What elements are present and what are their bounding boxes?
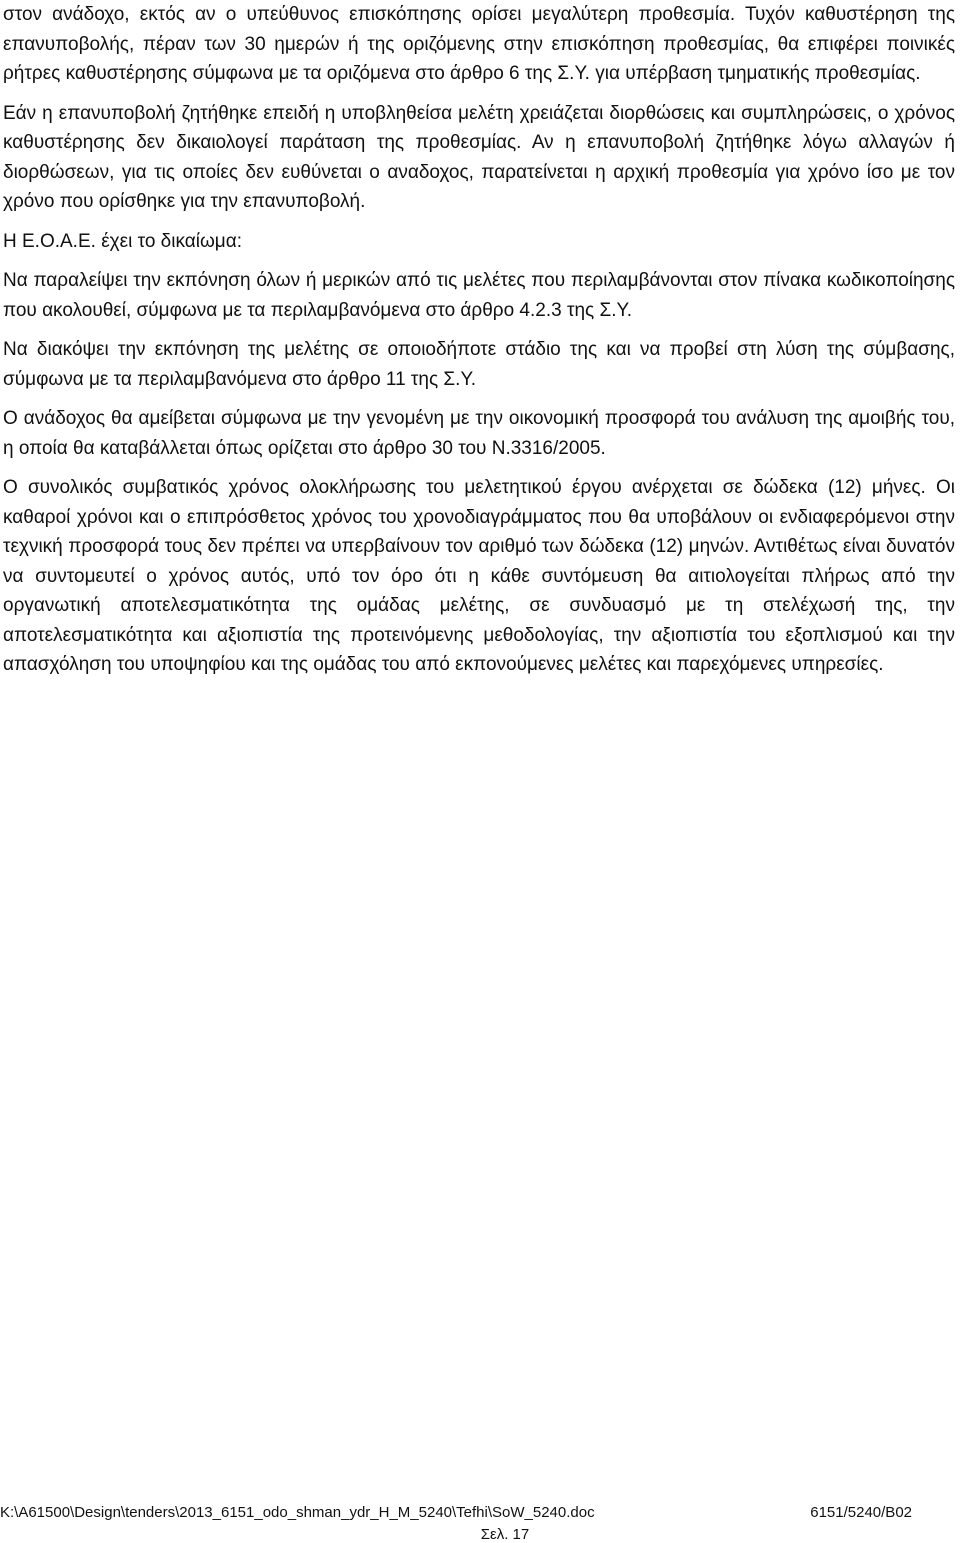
footer-document-ref: 6151/5240/B02 xyxy=(810,1504,912,1521)
document-body xyxy=(3,0,955,690)
paragraph-rights-heading: Η Ε.Ο.Α.Ε. έχει το δικαίωμα: xyxy=(3,230,243,252)
footer-page-number: Σελ. 17 xyxy=(480,1526,530,1543)
footer-file-path: K:\A61500\Design\tenders\2013_6151_odo_shman_ydr_H_M_5240\Tefhi\SoW_5240.doc xyxy=(0,1504,595,1521)
paragraph-remuneration: Ο ανάδοχος θα αμείβεται σύμφωνα με την γενομένη με την οικονομική προσφορά του ανάλυση της αμοιβής του, η οποία θα καταβάλλεται όπως ορίζεται στο άρθρο 30 του Ν.3316/2005. xyxy=(3,408,955,459)
paragraph-total-duration: Ο συνολικός συμβατικός χρόνος ολοκλήρωσης του μελετητικού έργου ανέρχεται σε δώδεκα (12) μήνες. Οι καθαροί χρόνοι και ο επιπρόσθετος χρόνος του χρονοδιαγράμματος που θα υποβάλουν οι ενδιαφερόμενοι στην τεχνική προσφορά τους δεν πρέπει να υπερβαίνουν τον αριθμό των δώδεκα (12) μηνών. Αντιθέτως είναι δυνατόν να συντομευτεί ο χρόνος αυτός, υπό τον όρο ότι η κάθε συντόμευση θα αιτιολογείται πλήρως από την οργανωτική αποτελεσματικότητα της ομάδας μελέτης, σε συνδυασμό με τη στελέχωσή της, την αποτελεσματικότητα και αξιοπιστία της προτεινόμενης μεθοδολογίας, την αξιοπιστία του εξοπλισμού και την απασχόληση του υποψηφίου και της ομάδας του από εκπονούμενες μελέτες και παρεχόμενες υπηρεσίες. xyxy=(3,477,955,675)
paragraph-right-omit: Να παραλείψει την εκπόνηση όλων ή μερικών από τις μελέτες που περιλαμβάνονται στον πίνακα κωδικοποίησης που ακολουθεί, σύμφωνα με τα περιλαμβανόμενα στο άρθρο 4.2.3 της Σ.Υ. xyxy=(3,270,955,321)
paragraph-resubmission-extension: Εάν η επανυποβολή ζητήθηκε επειδή η υποβληθείσα μελέτη χρειάζεται διορθώσεις και συμπληρώσεις, ο χρόνος καθυστέρησης δεν δικαιολογεί παράταση της προθεσμίας. Αν η επανυποβολή ζητήθηκε λόγω αλλαγών ή διορθώσεων, για τις οποίες δεν ευθύνεται ο αναδοχος, παρατείνεται η αρχική προθεσμία για χρόνο ίσο με τον χρόνο που ορίσθηκε για την επανυποβολή. xyxy=(3,102,955,212)
paragraph-resubmission-delay: στον ανάδοχο, εκτός αν ο υπεύθυνος επισκόπησης ορίσει μεγαλύτερη προθεσμία. Τυχόν καθυστέρηση της επανυποβολής, πέραν των 30 ημερών ή της οριζόμενης στην επισκόπηση προθεσμίας, θα επιφέρει ποινικές ρήτρες καθυστέρησης σύμφωνα με τα οριζόμενα στο άρθρο 6 της Σ.Υ. για υπέρβαση τμηματικής προθεσμίας. xyxy=(3,4,955,84)
paragraph-right-terminate: Να διακόψει την εκπόνηση της μελέτης σε οποιοδήποτε στάδιο της και να προβεί στη λύση της σύμβασης, σύμφωνα με τα περιλαμβανόμενα στο άρθρο 11 της Σ.Υ. xyxy=(3,339,955,390)
page-footer xyxy=(0,1504,960,1543)
